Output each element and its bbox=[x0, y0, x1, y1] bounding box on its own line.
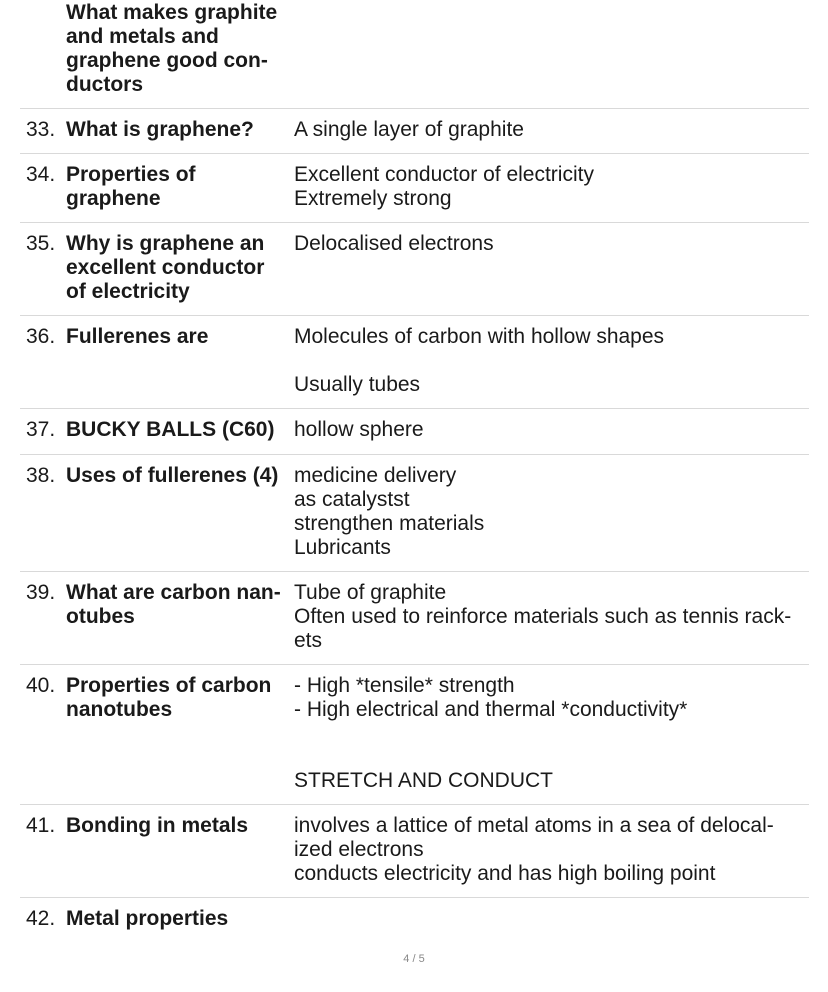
row-number: 37. bbox=[26, 418, 56, 441]
definition-line: Extremely strong bbox=[294, 187, 452, 210]
table-row bbox=[20, 315, 809, 409]
definition-line: Molecules of carbon with hollow shapes bbox=[294, 325, 665, 348]
definition-line: involves a lattice of metal atoms in a sea of delocal- bbox=[294, 814, 774, 837]
table-row bbox=[20, 454, 809, 572]
definition-line: conducts electricity and has high boiling point bbox=[294, 862, 716, 885]
row-number: 33. bbox=[26, 118, 56, 141]
row-term: BUCKY BALLS (C60) bbox=[66, 418, 275, 441]
row-number: 40. bbox=[26, 674, 56, 697]
definition-line: Tube of graphite bbox=[294, 581, 447, 604]
page-indicator: 4 / 5 bbox=[403, 953, 425, 965]
definition-line: Usually tubes bbox=[294, 373, 421, 396]
definition-line: STRETCH AND CONDUCT bbox=[294, 769, 554, 792]
row-definition bbox=[294, 674, 809, 793]
continued-term: What makes graphite and metals and graphene good con- ductors bbox=[66, 1, 278, 96]
row-term: Why is graphene an excellent conductor of electricity bbox=[66, 232, 265, 303]
row-term: Fullerenes are bbox=[66, 325, 209, 348]
row-number: 39. bbox=[26, 581, 56, 604]
row-number: 41. bbox=[26, 814, 56, 837]
definition-line: Delocalised electrons bbox=[294, 232, 494, 255]
row-definition bbox=[294, 581, 809, 653]
row-term: Uses of fullerenes (4) bbox=[66, 464, 279, 487]
row-definition bbox=[294, 814, 809, 886]
table-row bbox=[20, 804, 809, 898]
row-term: Bonding in metals bbox=[66, 814, 249, 837]
row-definition bbox=[294, 418, 809, 442]
row-number: 35. bbox=[26, 232, 56, 255]
row-definition bbox=[294, 232, 809, 256]
row-number: 34. bbox=[26, 163, 56, 186]
definition-line: - High electrical and thermal *conductivity* bbox=[294, 698, 688, 721]
row-term: Properties of graphene bbox=[66, 163, 196, 210]
table-row bbox=[20, 108, 809, 154]
definition-line: hollow sphere bbox=[294, 418, 424, 441]
table-row bbox=[20, 571, 809, 665]
row-term: What is graphene? bbox=[66, 118, 254, 141]
definition-line: as catalystst bbox=[294, 488, 410, 511]
row-definition bbox=[294, 325, 809, 397]
definition-line: - High *tensile* strength bbox=[294, 674, 515, 697]
definition-line: A single layer of graphite bbox=[294, 118, 524, 141]
row-definition bbox=[294, 163, 809, 211]
definition-line: Excellent conductor of electricity bbox=[294, 163, 594, 186]
table-row bbox=[20, 897, 809, 944]
row-definition bbox=[294, 118, 809, 142]
row-definition bbox=[294, 464, 809, 560]
definition-line: strengthen materials bbox=[294, 512, 485, 535]
row-number: 42. bbox=[26, 907, 56, 930]
table-row bbox=[20, 664, 809, 805]
row-number: 36. bbox=[26, 325, 56, 348]
row-number: 38. bbox=[26, 464, 56, 487]
definition-line: Often used to reinforce materials such as tennis rack- bbox=[294, 605, 792, 628]
definition-line: medicine delivery bbox=[294, 464, 457, 487]
definition-line: ized electrons bbox=[294, 838, 424, 861]
row-term: What are carbon nan- otubes bbox=[66, 581, 281, 628]
row-term: Metal properties bbox=[66, 907, 229, 930]
definition-line: Lubricants bbox=[294, 536, 391, 559]
table-row bbox=[20, 222, 809, 316]
table-row bbox=[20, 153, 809, 223]
table-row bbox=[20, 408, 809, 455]
row-term: Properties of carbon nanotubes bbox=[66, 674, 272, 721]
definition-line: ets bbox=[294, 629, 323, 652]
